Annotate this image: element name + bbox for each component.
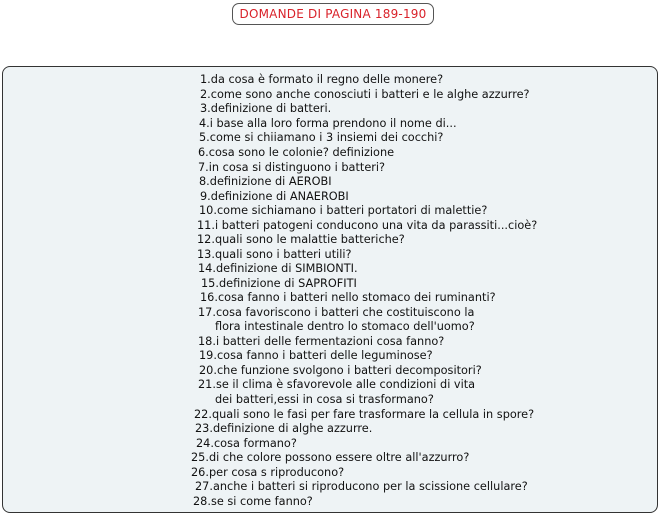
question-item: 24.cosa formano? <box>196 437 297 450</box>
title-node <box>232 3 434 25</box>
questions-node <box>2 66 658 513</box>
question-item: 22.quali sono le fasi per fare trasformare la cellula in spore? <box>194 408 535 421</box>
question-item: 20.che funzione svolgono i batteri decompositori? <box>199 364 482 377</box>
question-item: 23.definizione di alghe azzurre. <box>195 422 373 435</box>
question-item: 1.da cosa è formato il regno delle monere? <box>200 73 444 86</box>
question-item: 3.definizione di batteri. <box>200 102 332 115</box>
question-item: 19.cosa fanno i batteri delle leguminose? <box>199 349 433 362</box>
question-item: 15.definizione di SAPROFITI <box>201 277 357 290</box>
question-item: 9.definizione di ANAEROBI <box>200 190 349 203</box>
question-item: 16.cosa fanno i batteri nello stomaco dei ruminanti? <box>200 291 496 304</box>
question-item-continuation: flora intestinale dentro lo stomaco dell'uomo? <box>215 320 475 333</box>
question-item: 7.in cosa si distinguono i batteri? <box>198 161 386 174</box>
question-item: 6.cosa sono le colonie? definizione <box>198 146 395 159</box>
question-item-continuation: dei batteri,essi in cosa si trasformano? <box>215 393 434 406</box>
question-item: 14.definizione di SIMBIONTI. <box>198 262 358 275</box>
title-text: DOMANDE DI PAGINA 189-190 <box>239 7 427 21</box>
question-item: 25.di che colore possono essere oltre all'azzurro? <box>191 451 470 464</box>
question-item: 17.cosa favoriscono i batteri che costituiscono la <box>198 306 475 319</box>
question-item: 18.i batteri delle fermentazioni cosa fanno? <box>198 335 445 348</box>
question-item: 4.i base alla loro forma prendono il nome di... <box>199 117 457 130</box>
question-item: 26.per cosa s riproducono? <box>191 466 345 479</box>
question-item: 13.quali sono i batteri utili? <box>197 248 352 261</box>
question-item: 2.come sono anche conosciuti i batteri e le alghe azzurre? <box>200 88 530 101</box>
question-item: 28.se si come fanno? <box>193 495 313 508</box>
question-item: 21.se il clima è sfavorevole alle condizioni di vita <box>198 378 476 391</box>
question-item: 27.anche i batteri si riproducono per la scissione cellulare? <box>195 480 528 493</box>
question-item: 5.come si chiiamano i 3 insiemi dei cocchi? <box>199 131 444 144</box>
question-item: 10.come sichiamano i batteri portatori di malettie? <box>199 204 488 217</box>
question-item: 8.definizione di AEROBI <box>199 175 332 188</box>
question-item: 11.i batteri patogeni conducono una vita da parassiti...cioè? <box>197 219 538 232</box>
question-item: 12.quali sono le malattie batteriche? <box>197 233 405 246</box>
